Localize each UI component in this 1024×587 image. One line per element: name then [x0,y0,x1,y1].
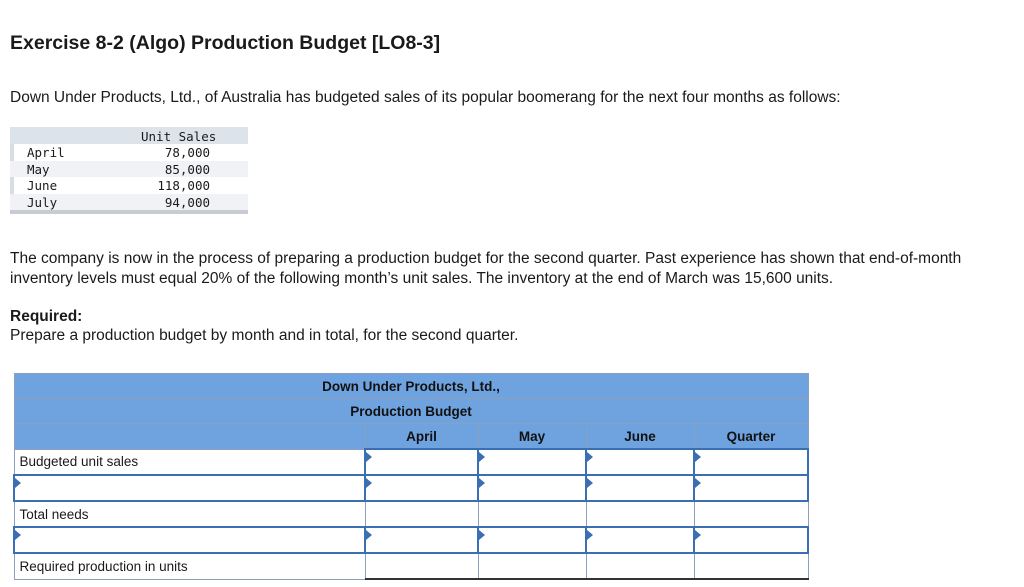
input-cell-june[interactable] [586,475,694,501]
input-cell-may[interactable] [478,449,586,475]
budget-input[interactable] [366,478,477,498]
total-cell-quarter [694,553,808,579]
required-text: Prepare a production budget by month and in total, for the second quarter. [10,327,519,344]
budget-input[interactable] [695,478,807,498]
column-header-blank [14,424,365,450]
row-blank-label-1 [14,475,808,501]
input-marker-icon [366,452,372,462]
input-marker-icon [695,478,701,488]
budget-input[interactable] [587,452,693,472]
input-marker-icon [587,452,593,462]
unit-sales-header-row [10,127,248,144]
budget-title-row [14,399,808,424]
input-cell-june[interactable] [586,527,694,553]
row-label-input[interactable] [15,478,364,498]
unit-sales-value: 78,000 [164,145,210,160]
month-label: May [27,161,50,177]
budget-column-header-row [14,424,808,450]
label-input-cell[interactable] [14,475,365,501]
page-title: Exercise 8-2 (Algo) Production Budget [LO8-3] [10,32,441,54]
label-input-cell[interactable] [14,527,365,553]
input-marker-icon [479,530,485,540]
required-heading: Required: [10,308,83,325]
sales-row-may [10,161,248,178]
budget-input[interactable] [587,478,693,498]
input-marker-icon [695,530,701,540]
row-total-needs [14,501,808,527]
input-marker-icon [479,478,485,488]
budget-company-name: Down Under Products, Ltd., [14,374,808,399]
production-budget-table [13,373,809,580]
total-cell-may [478,501,586,527]
sales-row-july [10,194,248,211]
row-budgeted-unit-sales [14,449,808,475]
budget-input[interactable] [366,530,477,550]
input-marker-icon [587,478,593,488]
row-required-production [14,553,808,579]
input-cell-may[interactable] [478,475,586,501]
column-header-april: April [365,424,478,450]
total-cell-may [478,553,586,579]
budget-input[interactable] [366,452,477,472]
input-cell-quarter[interactable] [694,527,808,553]
intro-text: Down Under Products, Ltd., of Australia has budgeted sales of its popular boomerang for the next four months as follows: [10,89,841,106]
problem-paragraph: The company is now in the process of preparing a production budget for the second quarter. Past experience has shown that end-of-month inventory levels must equal 20% of the following month’s unit sales. The inventory at the end of March was 15,600 units. [10,250,962,287]
unit-sales-value: 118,000 [157,178,210,193]
budget-input[interactable] [695,452,807,472]
input-marker-icon [15,530,21,540]
row-label-input[interactable] [15,530,364,550]
sales-row-april [10,144,248,161]
input-marker-icon [695,452,701,462]
month-label: June [27,178,58,193]
row-label: Total needs [14,501,365,527]
input-cell-april[interactable] [365,449,478,475]
budget-title: Production Budget [14,399,808,424]
row-label: Budgeted unit sales [14,449,365,475]
input-marker-icon [587,530,593,540]
unit-sales-value: 94,000 [164,194,210,210]
input-marker-icon [479,452,485,462]
total-cell-april [365,553,478,579]
month-label: July [27,194,58,210]
column-header-june: June [586,424,694,450]
unit-sales-value: 85,000 [164,161,210,177]
budget-input[interactable] [587,530,693,550]
input-cell-june[interactable] [586,449,694,475]
input-marker-icon [366,530,372,540]
input-cell-may[interactable] [478,527,586,553]
month-label: April [27,145,65,160]
input-marker-icon [15,478,21,488]
unit-sales-header: Unit Sales [141,129,217,144]
unit-sales-table [10,127,248,214]
row-blank-label-2 [14,527,808,553]
column-header-may: May [478,424,586,450]
budget-input[interactable] [479,452,585,472]
total-cell-june [586,501,694,527]
total-cell-april [365,501,478,527]
budget-input[interactable] [479,530,585,550]
input-cell-april[interactable] [365,475,478,501]
sales-row-june [10,177,248,194]
budget-company-row [14,374,808,399]
column-header-quarter: Quarter [694,424,808,450]
input-cell-quarter[interactable] [694,475,808,501]
input-cell-quarter[interactable] [694,449,808,475]
input-cell-april[interactable] [365,527,478,553]
input-marker-icon [366,478,372,488]
budget-input[interactable] [695,530,807,550]
total-cell-quarter [694,501,808,527]
budget-input[interactable] [479,478,585,498]
row-label: Required production in units [14,553,365,579]
total-cell-june [586,553,694,579]
